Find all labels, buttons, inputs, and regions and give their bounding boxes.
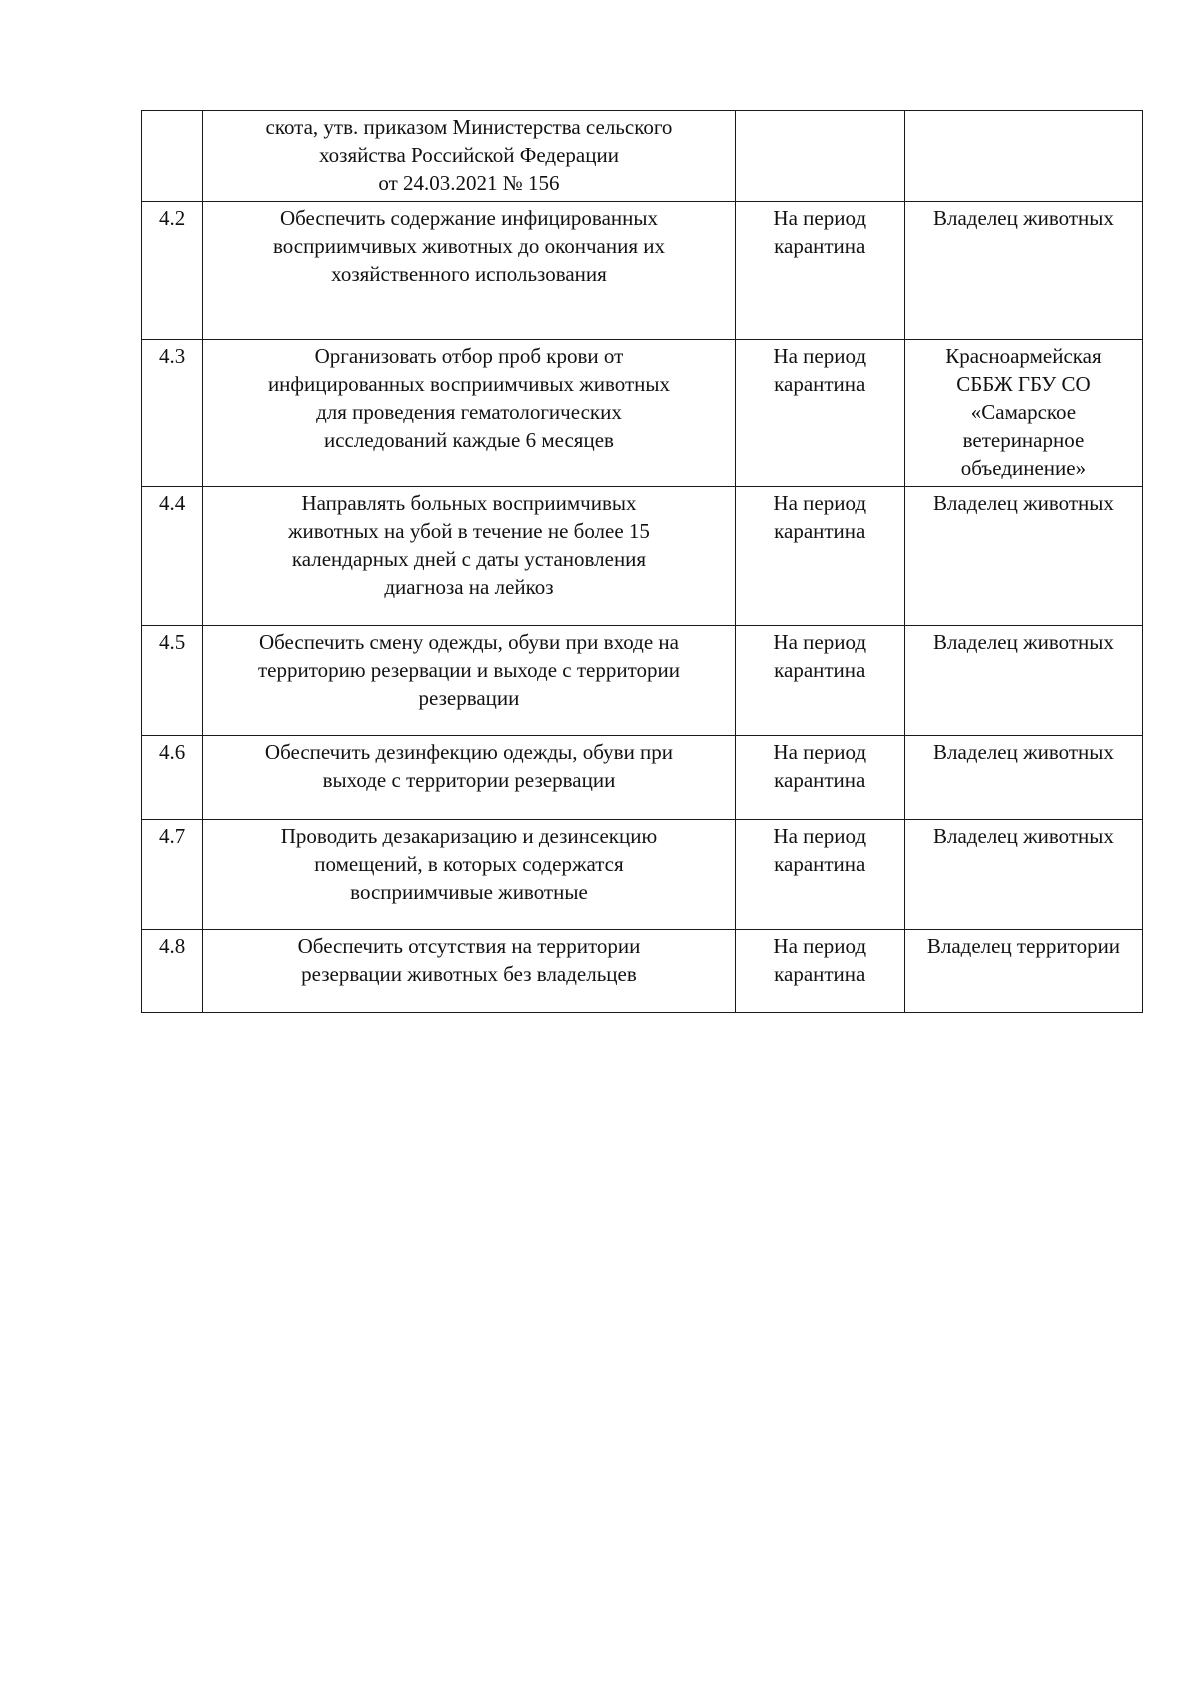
responsible-text: Владелец животных bbox=[933, 740, 1114, 764]
action-text: скота, утв. приказом Министерства сельского хозяйства Российской Федерации от 24.03.2021 № 156 bbox=[265, 115, 673, 195]
term-cell bbox=[735, 111, 904, 202]
term-text: На период карантина bbox=[773, 344, 867, 396]
item-number-cell bbox=[142, 820, 203, 930]
item-number-cell bbox=[142, 202, 203, 340]
term-cell bbox=[735, 820, 904, 930]
action-text: Обеспечить содержание инфицированных восприимчивых животных до окончания их хозяйственного использования bbox=[272, 206, 665, 286]
term-cell bbox=[735, 202, 904, 340]
action-text: Направлять больных восприимчивых животных на убой в течение не более 15 календарных дней с даты установления диагноза на лейкоз bbox=[288, 491, 650, 599]
table-row bbox=[142, 820, 1143, 930]
term-text: На период карантина bbox=[773, 630, 867, 682]
table-row bbox=[142, 340, 1143, 487]
item-number-cell bbox=[142, 340, 203, 487]
term-cell bbox=[735, 487, 904, 626]
responsible-text: Владелец животных bbox=[933, 206, 1114, 230]
term-text: На период карантина bbox=[773, 934, 867, 986]
item-number: 4.3 bbox=[159, 344, 186, 368]
item-number: 4.5 bbox=[159, 630, 186, 654]
measures-table bbox=[141, 110, 1143, 1013]
table-row bbox=[142, 111, 1143, 202]
table-row bbox=[142, 487, 1143, 626]
item-number: 4.4 bbox=[159, 491, 186, 515]
action-text: Обеспечить дезинфекцию одежды, обуви при выходе с территории резервации bbox=[264, 740, 674, 792]
item-number-cell bbox=[142, 487, 203, 626]
responsible-cell bbox=[904, 202, 1142, 340]
action-cell bbox=[203, 202, 735, 340]
responsible-cell bbox=[904, 736, 1142, 820]
table-row bbox=[142, 626, 1143, 736]
item-number-cell bbox=[142, 930, 203, 1013]
action-text: Обеспечить отсутствия на территории резервации животных без владельцев bbox=[297, 934, 641, 986]
responsible-cell bbox=[904, 340, 1142, 487]
responsible-cell bbox=[904, 487, 1142, 626]
term-cell bbox=[735, 930, 904, 1013]
responsible-text: Владелец животных bbox=[933, 630, 1114, 654]
action-cell bbox=[203, 820, 735, 930]
action-text: Организовать отбор проб крови от инфицированных восприимчивых животных для проведения гематологических исследований каждые 6 месяцев bbox=[267, 344, 670, 452]
table-row bbox=[142, 202, 1143, 340]
term-text: На период карантина bbox=[773, 740, 867, 792]
action-text: Обеспечить смену одежды, обуви при входе на территорию резервации и выходе с территории резервации bbox=[257, 630, 680, 710]
table-row bbox=[142, 736, 1143, 820]
responsible-text: Владелец территории bbox=[926, 934, 1121, 958]
responsible-text: Красноармейская СББЖ ГБУ СО «Самарское ветеринарное объединение» bbox=[945, 344, 1102, 480]
item-number-cell bbox=[142, 736, 203, 820]
responsible-text: Владелец животных bbox=[933, 491, 1114, 515]
item-number-cell bbox=[142, 626, 203, 736]
item-number: 4.6 bbox=[159, 740, 186, 764]
term-text: На период карантина bbox=[773, 491, 867, 543]
action-cell bbox=[203, 736, 735, 820]
item-number: 4.7 bbox=[159, 824, 186, 848]
action-cell bbox=[203, 626, 735, 736]
responsible-cell bbox=[904, 626, 1142, 736]
term-cell bbox=[735, 736, 904, 820]
responsible-cell bbox=[904, 111, 1142, 202]
action-cell bbox=[203, 930, 735, 1013]
item-number: 4.2 bbox=[159, 206, 186, 230]
table-row bbox=[142, 930, 1143, 1013]
term-text: На период карантина bbox=[773, 206, 867, 258]
item-number-cell bbox=[142, 111, 203, 202]
responsible-cell bbox=[904, 930, 1142, 1013]
term-text: На период карантина bbox=[773, 824, 867, 876]
action-cell bbox=[203, 111, 735, 202]
responsible-cell bbox=[904, 820, 1142, 930]
action-cell bbox=[203, 340, 735, 487]
term-cell bbox=[735, 626, 904, 736]
action-text: Проводить дезакаризацию и дезинсекцию помещений, в которых содержатся восприимчивые животные bbox=[280, 824, 658, 904]
responsible-text: Владелец животных bbox=[933, 824, 1114, 848]
item-number: 4.8 bbox=[159, 934, 186, 958]
action-cell bbox=[203, 487, 735, 626]
term-cell bbox=[735, 340, 904, 487]
